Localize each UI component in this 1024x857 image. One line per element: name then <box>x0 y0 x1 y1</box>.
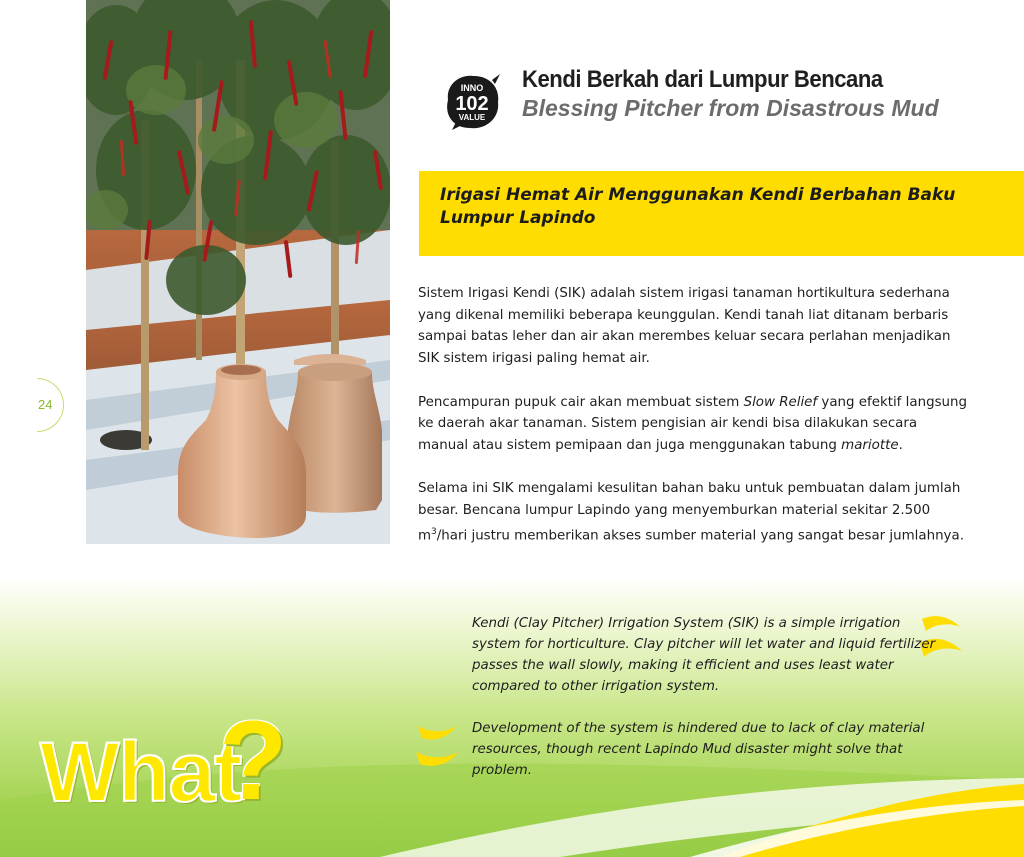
section-heading-banner <box>419 171 1024 256</box>
badge-line1: INNO <box>460 83 484 93</box>
term-slow-relief: Slow Relief <box>743 394 818 410</box>
question-mark: ? <box>219 698 288 823</box>
section-heading: Irigasi Hemat Air Menggunakan Kendi Berbahan Baku Lumpur Lapindo <box>440 185 956 228</box>
inno-102-value-badge-icon <box>440 70 504 134</box>
body-paragraph-3-part: /hari justru memberikan akses sumber material yang sangat besar jumlahnya. <box>436 528 964 544</box>
body-paragraph-2-part: yang efektif langsung ke daerah akar tanaman. Sistem pengisian air kendi bisa dilakukan secara manual atau sistem pemipaan dan juga menggunakan tabung <box>418 394 968 453</box>
page-number: 24 <box>38 397 53 412</box>
body-paragraph-2-part: . <box>898 437 903 453</box>
body-paragraph-2-part: Pencampuran pupuk cair akan membuat sistem <box>418 394 744 410</box>
term-mariotte: mariotte <box>841 437 899 453</box>
kendi-plant-photo <box>86 0 390 544</box>
body-paragraph-2 <box>418 392 968 457</box>
what-heading: What <box>40 725 242 819</box>
superscript-3: 3 <box>431 526 437 537</box>
body-paragraph-3-part: Selama ini SIK mengalami kesulitan bahan baku untuk pembuatan dalam jumlah besar. Bencana lumpur Lapindo yang menyemburkan material sekitar 2.500 m <box>418 481 961 544</box>
title-english: Blessing Pitcher from Disastrous Mud <box>522 95 939 121</box>
page-number-arc <box>10 378 64 432</box>
title-indonesian: Kendi Berkah dari Lumpur Bencana <box>522 66 883 93</box>
body-paragraph-3 <box>418 478 968 547</box>
english-summary <box>472 613 952 802</box>
quote-open-icon <box>414 720 460 776</box>
badge-line3: VALUE <box>458 113 486 122</box>
body-paragraph-1: Sistem Irigasi Kendi (SIK) adalah sistem irigasi tanaman hortikultura sederhana yang dikenal memiliki beberapa keunggulan. Kendi tanah liat ditanam berbaris sampai batas leher dan air akan merembes keluar secara perlahan menjadikan SIK sistem irigasi paling hemat air. <box>418 286 951 367</box>
body-text-indonesian <box>418 283 968 569</box>
english-paragraph-1: Kendi (Clay Pitcher) Irrigation System (SIK) is a simple irrigation system for horticulture. Clay pitcher will let water and liquid fertilizer passes the wall slowly, making it efficient and uses least water compared to other irrigation system. <box>472 616 936 694</box>
english-paragraph-2: Development of the system is hindered due to lack of clay material resources, though recent Lapindo Mud disaster might solve that problem. <box>472 721 925 778</box>
badge-line2: 102 <box>455 93 489 115</box>
